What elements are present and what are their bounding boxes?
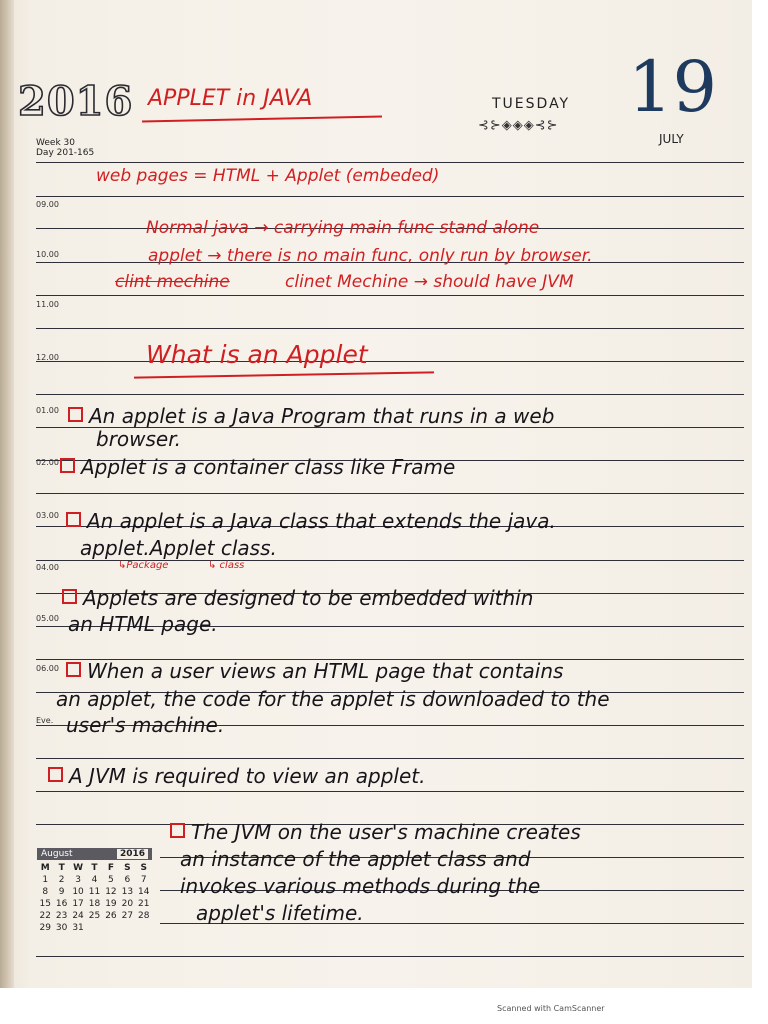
time-label: 02.00 xyxy=(36,458,59,467)
ruled-line xyxy=(36,295,744,296)
date-cell: 25 xyxy=(88,911,101,921)
calendar-grid xyxy=(37,862,152,934)
date-cell: 12 xyxy=(105,887,117,897)
checkbox-bullet xyxy=(170,823,185,838)
date-cell: 20 xyxy=(121,899,134,909)
month-label: JULY xyxy=(659,132,684,146)
bullet-continuation: invokes various methods during the xyxy=(180,874,541,898)
calendar-year: 2016 xyxy=(117,849,148,859)
ruled-line xyxy=(36,328,744,329)
time-label: 01.00 xyxy=(36,406,59,415)
date-cell: 30 xyxy=(55,923,68,933)
checkbox-bullet xyxy=(66,662,81,677)
bullet-item: Applet is a container class like Frame xyxy=(60,455,455,479)
date-cell: 15 xyxy=(39,899,51,909)
ruled-line xyxy=(36,196,744,197)
weekday-cell: S xyxy=(140,863,148,873)
checkbox-bullet xyxy=(68,407,83,422)
ornament-divider: ⊰⊱◈◈◈⊰⊱ xyxy=(478,118,559,133)
date-cell: 1 xyxy=(42,875,49,885)
time-label: 04.00 xyxy=(36,563,59,572)
date-cell: 29 xyxy=(39,923,51,933)
date-cell: 13 xyxy=(121,887,134,897)
applet-note: applet → there is no main func, only run by browser. xyxy=(148,246,593,266)
bullet-continuation: an instance of the applet class and xyxy=(180,847,531,871)
calendar-header xyxy=(37,848,152,860)
week-info xyxy=(36,138,94,158)
weekday-cell: F xyxy=(107,863,114,873)
time-label: 05.00 xyxy=(36,614,59,623)
weekday-cell: S xyxy=(124,863,131,873)
date-cell: 10 xyxy=(72,887,84,897)
time-label: 09.00 xyxy=(36,200,59,209)
day-range: Day 201-165 xyxy=(36,148,95,158)
bullet-continuation: user's machine. xyxy=(66,713,225,737)
calendar-month: August xyxy=(41,849,73,859)
weekday-cell: W xyxy=(73,863,84,873)
checkbox-bullet xyxy=(48,767,63,782)
time-label: 12.00 xyxy=(36,353,59,362)
date-cell: 8 xyxy=(42,887,49,897)
date-cell: 17 xyxy=(72,899,84,909)
time-label: Eve. xyxy=(36,716,54,725)
date-cell: 24 xyxy=(72,911,84,921)
date-cell: 18 xyxy=(88,899,101,909)
checkbox-bullet xyxy=(62,589,77,604)
scanner-watermark: Scanned with CamScanner xyxy=(497,1004,605,1013)
bullet-continuation: applet.Applet class. xyxy=(80,536,277,560)
normal-java-note: Normal java → carrying main func stand alone xyxy=(146,218,540,238)
package-annotation: ↳Package xyxy=(118,560,169,571)
bullet-continuation: applet's lifetime. xyxy=(196,901,364,925)
date-cell: 23 xyxy=(55,911,68,921)
client-note: clinet Mechine → should have JVM xyxy=(285,272,574,292)
page-title: APPLET in JAVA xyxy=(148,86,313,111)
checkbox-bullet xyxy=(66,512,81,527)
heading-underline xyxy=(134,371,434,378)
date-cell: 11 xyxy=(88,887,101,897)
formula-note: web pages = HTML + Applet (embeded) xyxy=(96,166,440,186)
ruled-line xyxy=(36,791,744,792)
ruled-line xyxy=(36,361,744,362)
bullet-continuation: an applet, the code for the applet is downloaded to the xyxy=(56,687,610,711)
weekday-cell: T xyxy=(58,863,65,873)
date-cell: 22 xyxy=(39,911,51,921)
date-cell: 5 xyxy=(108,875,114,885)
checkbox-bullet xyxy=(60,458,75,473)
day-number: 19 xyxy=(628,46,718,128)
time-label: 10.00 xyxy=(36,250,59,259)
date-cell: 9 xyxy=(58,887,65,897)
bullet-item: A JVM is required to view an applet. xyxy=(48,764,425,788)
ruled-line xyxy=(36,162,744,163)
class-annotation: ↳ class xyxy=(208,560,245,571)
date-cell: 14 xyxy=(138,887,150,897)
bullet-continuation: an HTML page. xyxy=(68,612,218,636)
ruled-line xyxy=(36,394,744,395)
date-cell: 26 xyxy=(105,911,117,921)
title-underline xyxy=(142,115,382,122)
weekday-cell: M xyxy=(40,863,50,873)
bullet-item: An applet is a Java Program that runs in a web xyxy=(68,404,554,428)
year-label: 2016 xyxy=(18,78,134,125)
date-cell: 31 xyxy=(72,923,84,933)
weekday-cell: T xyxy=(91,863,98,873)
date-cell: 3 xyxy=(75,875,81,885)
ruled-line xyxy=(36,493,744,494)
time-label: 11.00 xyxy=(36,300,59,309)
time-label: 06.00 xyxy=(36,664,59,673)
section-heading: What is an Applet xyxy=(146,340,368,369)
time-label: 03.00 xyxy=(36,511,59,520)
client-struck-note: clint mechine xyxy=(115,272,230,292)
weekday-label: TUESDAY xyxy=(492,96,571,112)
date-cell: 27 xyxy=(121,911,134,921)
date-cell: 19 xyxy=(105,899,117,909)
bullet-item: Applets are designed to be embedded within xyxy=(62,586,533,610)
ruled-line xyxy=(36,956,744,957)
date-cell: 7 xyxy=(140,875,147,885)
date-cell: 16 xyxy=(55,899,68,909)
bullet-item: When a user views an HTML page that contains xyxy=(66,659,563,683)
date-cell: 6 xyxy=(124,875,131,885)
date-cell: 4 xyxy=(91,875,98,885)
bullet-item: An applet is a Java class that extends the java. xyxy=(66,509,556,533)
page-binding xyxy=(0,0,14,988)
date-cell: 2 xyxy=(58,875,65,885)
bullet-continuation: browser. xyxy=(96,427,181,451)
week-number: Week 30 xyxy=(36,138,75,148)
date-cell: 21 xyxy=(138,899,150,909)
date-cell: 28 xyxy=(138,911,150,921)
mini-calendar xyxy=(37,848,152,934)
ruled-line xyxy=(36,758,744,759)
bullet-item: The JVM on the user's machine creates xyxy=(170,820,581,844)
